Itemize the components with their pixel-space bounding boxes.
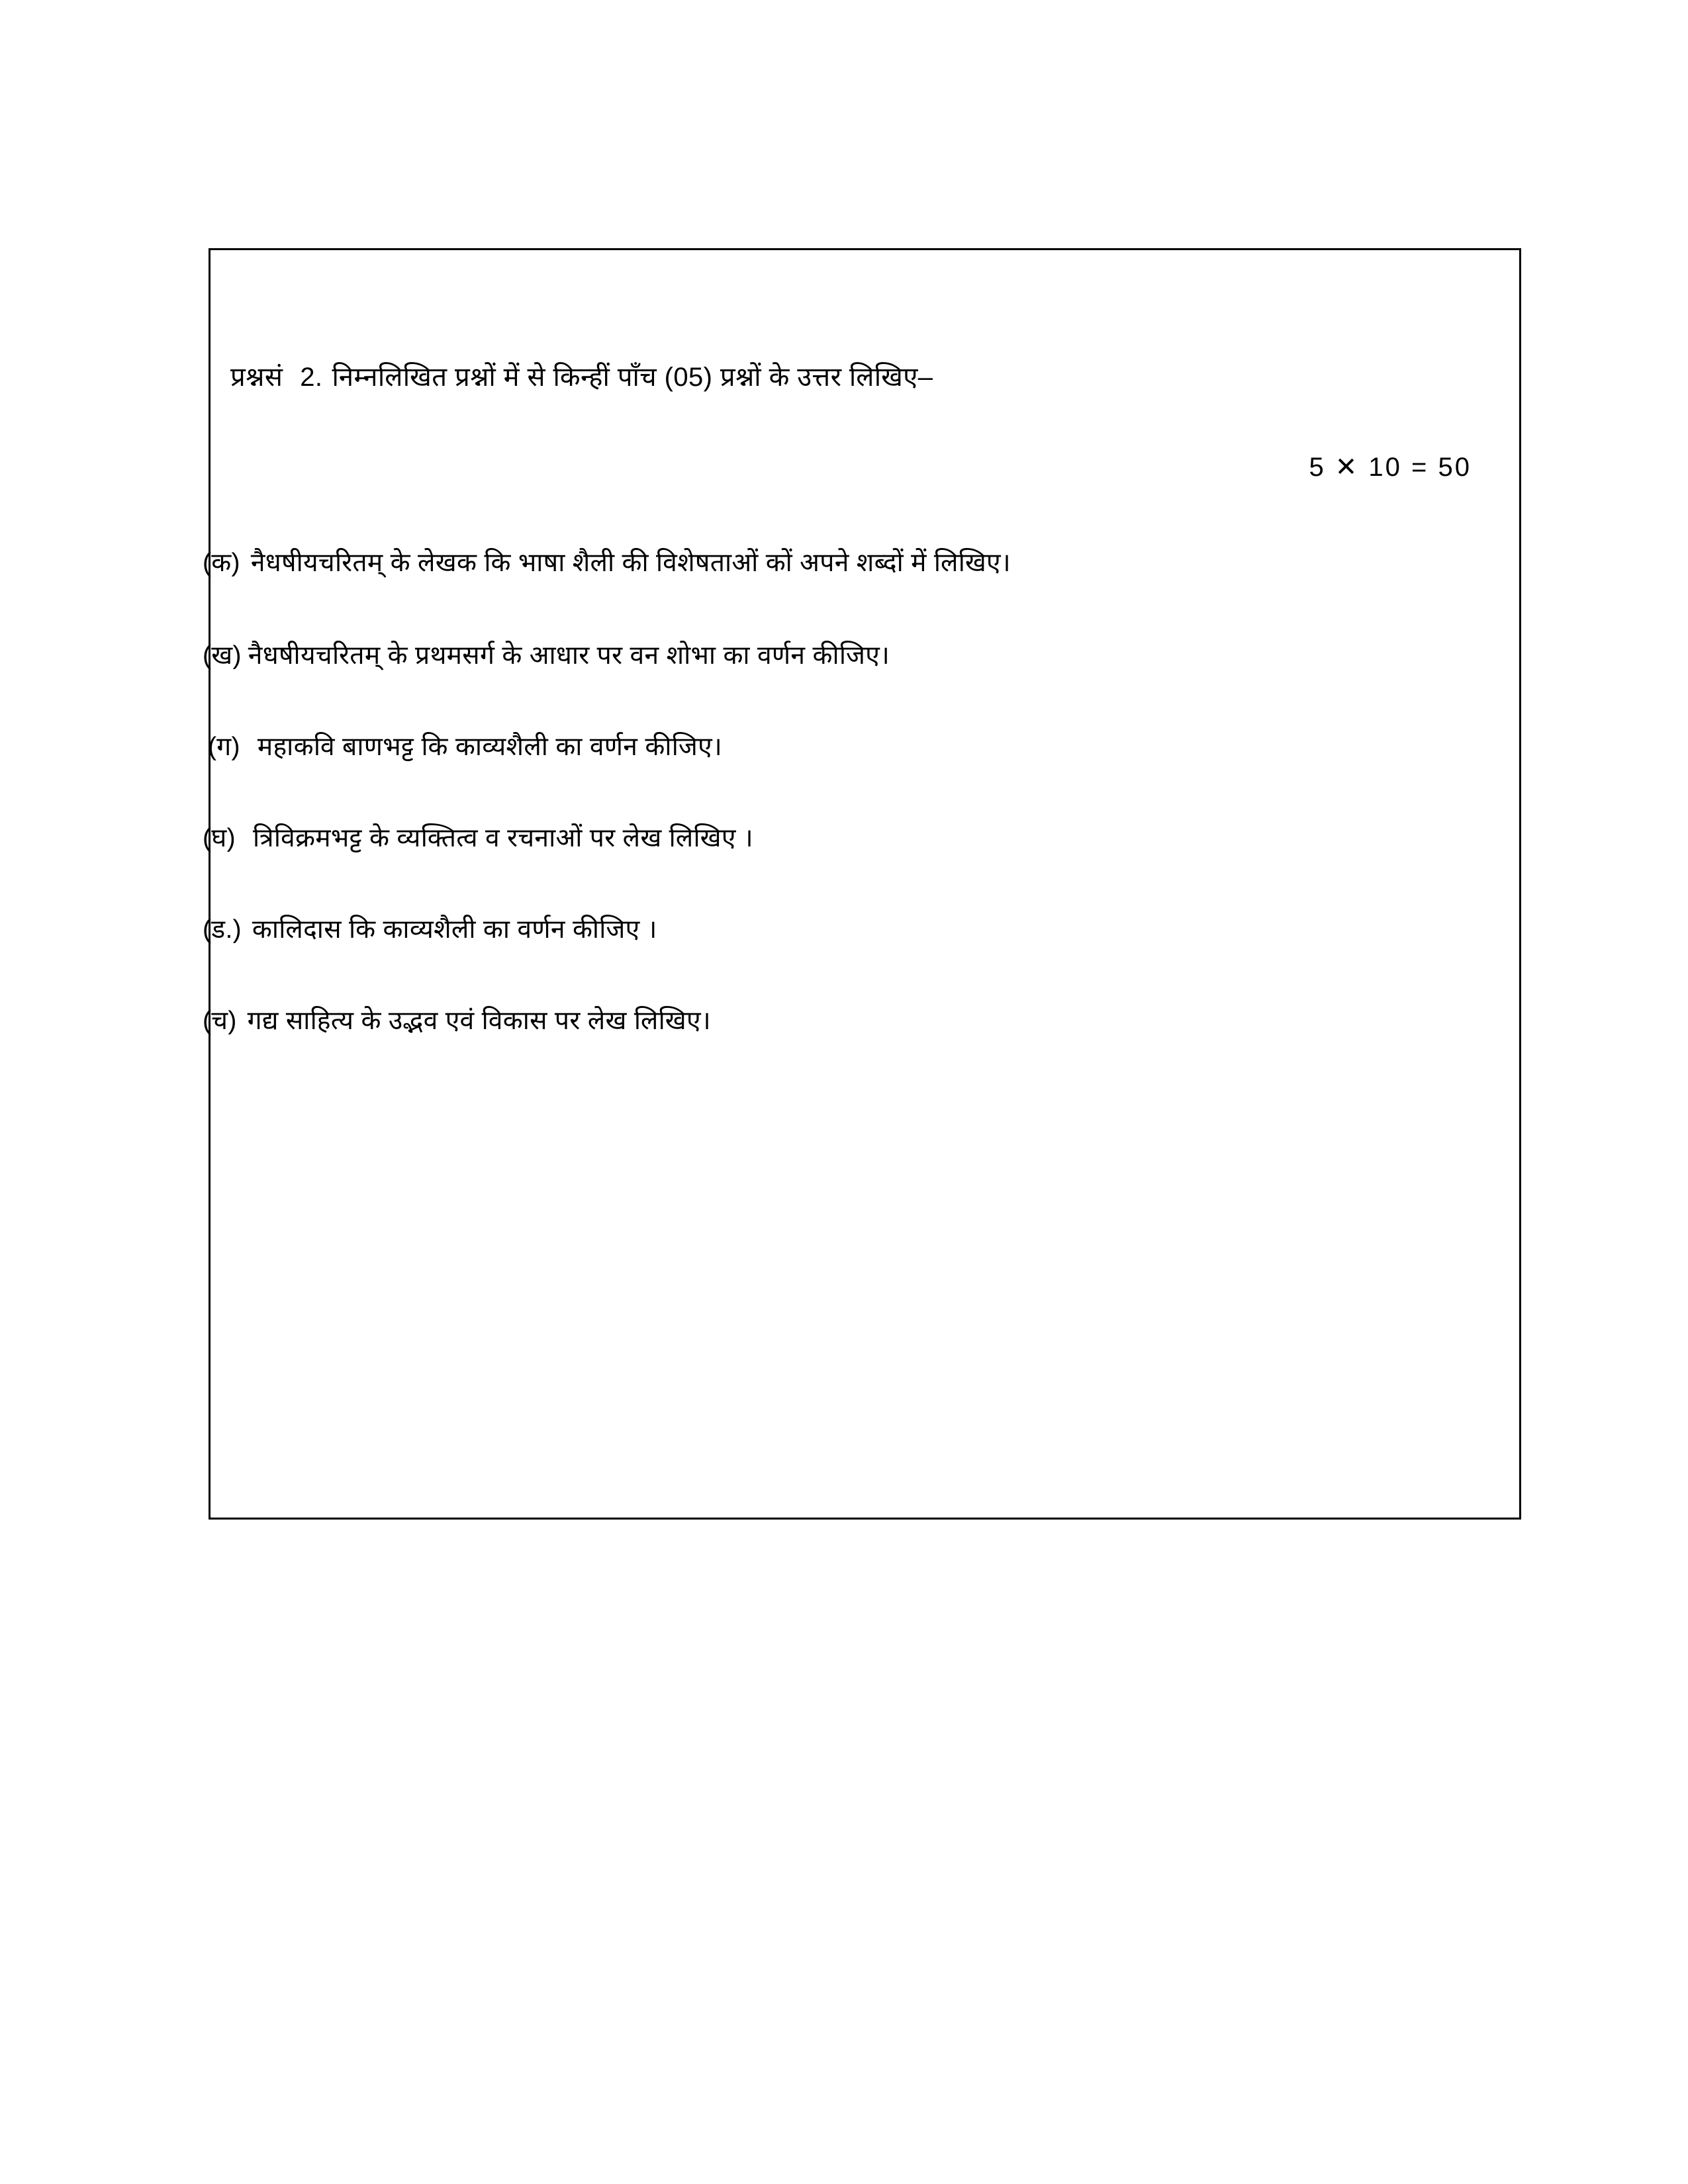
question-text-ka: नैधषीयचरितम् के लेखक कि भाषा शैली की विशेषताओं कों अपने शब्दों में लिखिए। <box>250 549 1011 577</box>
question-item-gha <box>203 822 1526 856</box>
question-number: 2. <box>300 363 323 392</box>
question-text-kha: नैधषीयचरितम् के प्रथमसर्ग के आधार पर वन शोभा का वर्णन कीजिए। <box>248 641 890 670</box>
marks-allocation: 5 ✕ 10 = 50 <box>1309 453 1472 482</box>
question-label-ga: (ग) <box>208 733 240 761</box>
exam-page-border <box>203 248 1521 1520</box>
question-item-cha <box>203 1005 1526 1038</box>
question-item-ka <box>203 547 1526 580</box>
question-heading <box>230 359 1488 395</box>
question-label-cha: (च) <box>203 1007 237 1035</box>
question-label-gha: (घ) <box>203 824 236 852</box>
question-series-label: प्रश्नसं <box>230 363 283 392</box>
exam-content-area <box>203 250 1519 1518</box>
question-label-kha: (ख) <box>203 641 242 670</box>
question-text-gha: त्रिविक्रमभट्ट के व्यक्तित्व व रचनाओं पर लेख लिखिए । <box>252 824 753 852</box>
question-text-da: कालिदास कि काव्यशैली का वर्णन कीजिए । <box>252 915 657 944</box>
question-text-ga: महाकवि बाणभट्ट कि काव्यशैली का वर्णन कीजिए। <box>257 733 723 761</box>
question-instruction: निम्नलिखित प्रश्नों में से किन्हीं पाँच (05) प्रश्नों के उत्तर लिखिए– <box>332 363 933 392</box>
question-item-kha <box>203 639 1526 673</box>
question-text-cha: गद्य साहित्य के उद्भव एवं विकास पर लेख लिखिए। <box>247 1007 711 1035</box>
question-label-da: (ड.) <box>203 915 242 944</box>
question-item-da <box>203 913 1526 947</box>
question-item-ga <box>208 731 1532 764</box>
question-label-ka: (क) <box>203 549 240 577</box>
